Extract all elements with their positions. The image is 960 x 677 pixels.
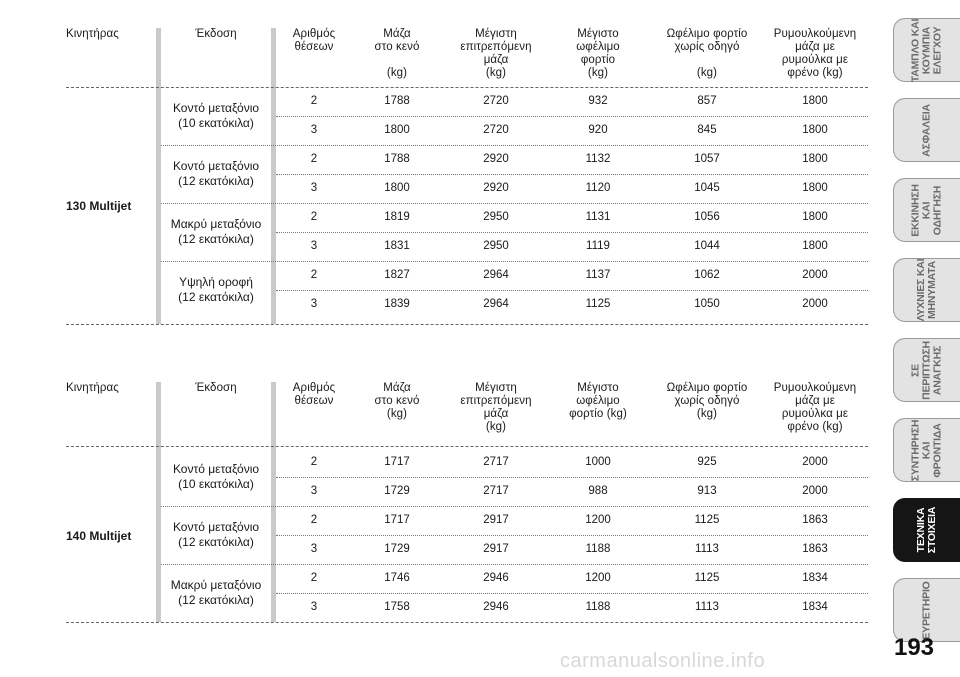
cell-payload-nd: 1062 — [694, 269, 720, 281]
cell-tow: 1800 — [802, 182, 828, 194]
version-label: Μακρύ μεταξόνιο (12 εκατόκιλα) — [170, 578, 262, 607]
table-row — [276, 232, 868, 261]
header-version: Έκδοση — [195, 382, 237, 394]
header-seats: Αριθμός θέσεων — [292, 382, 336, 407]
cell-kerb: 1800 — [384, 182, 410, 194]
cell-gross: 2717 — [483, 485, 509, 497]
header-payload-no-driver: Ωφέλιμο φορτίο χωρίς οδηγό (kg) — [666, 382, 748, 420]
header-engine: Κινητήρας — [66, 382, 119, 394]
tab-label: ΕΥΡΕΤΗΡΙΟ — [920, 580, 933, 640]
cell-tow: 1834 — [802, 572, 828, 584]
cell-tow: 1863 — [802, 514, 828, 526]
cell-kerb: 1746 — [384, 572, 410, 584]
cell-kerb: 1729 — [384, 485, 410, 497]
cell-tow: 1800 — [802, 124, 828, 136]
cell-tow: 2000 — [802, 269, 828, 281]
header-divider — [66, 446, 868, 447]
tab-section-8[interactable] — [893, 578, 960, 642]
cell-gross: 2964 — [483, 269, 509, 281]
table-row — [276, 506, 868, 535]
tab-section-2[interactable] — [893, 98, 960, 162]
cell-kerb: 1827 — [384, 269, 410, 281]
cell-kerb: 1788 — [384, 95, 410, 107]
engine-label: 140 Multijet — [66, 529, 132, 543]
cell-payload: 1137 — [585, 269, 611, 281]
cell-tow: 2000 — [802, 485, 828, 497]
cell-gross: 2717 — [483, 456, 509, 468]
cell-payload: 1200 — [585, 572, 611, 584]
cell-tow: 1863 — [802, 543, 828, 555]
cell-kerb: 1819 — [384, 211, 410, 223]
table-header — [66, 28, 868, 86]
table-bottom-divider — [66, 324, 868, 325]
cell-seats: 3 — [310, 543, 318, 555]
version-label: Μακρύ μεταξόνιο (12 εκατόκιλα) — [170, 217, 262, 246]
header-kerb-mass: Μάζα στο κενό (kg) — [374, 382, 420, 420]
cell-payload-nd: 857 — [697, 95, 717, 107]
table-row — [276, 535, 868, 564]
cell-kerb: 1717 — [384, 456, 410, 468]
header-gross-mass: Μέγιστη επιτρεπόμενη μάζα (kg) — [460, 28, 532, 79]
cell-payload-nd: 1056 — [694, 211, 720, 223]
cell-gross: 2964 — [483, 298, 509, 310]
cell-gross: 2920 — [483, 182, 509, 194]
cell-payload-nd: 1113 — [695, 601, 719, 613]
cell-tow: 1800 — [802, 240, 828, 252]
header-gross-mass: Μέγιστη επιτρεπόμενη μάζα (kg) — [460, 382, 532, 433]
cell-payload-nd: 1125 — [694, 572, 720, 584]
table-row — [276, 564, 868, 593]
cell-payload: 1131 — [585, 211, 611, 223]
cell-gross: 2946 — [483, 601, 509, 613]
cell-kerb: 1758 — [384, 601, 410, 613]
header-engine: Κινητήρας — [66, 28, 119, 40]
table-row — [276, 174, 868, 203]
tab-label: ΑΣΦΑΛΕΙΑ — [920, 103, 933, 157]
header-version: Έκδοση — [195, 28, 237, 40]
cell-kerb: 1839 — [384, 298, 410, 310]
table-bottom-divider — [66, 622, 868, 623]
version-label: Κοντό μεταξόνιο (12 εκατόκιλα) — [172, 520, 260, 549]
header-seats: Αριθμός θέσεων — [292, 28, 336, 53]
page-number: 193 — [893, 634, 935, 661]
cell-gross: 2917 — [483, 514, 509, 526]
cell-tow: 1800 — [802, 211, 828, 223]
header-towable-mass: Ρυμουλκούμενη μάζα με ρυμούλκα με φρένο (kg) — [773, 382, 857, 433]
table-row — [276, 87, 868, 116]
header-payload: Μέγιστο ωφέλιμο φορτίο (kg) — [569, 382, 627, 420]
tab-label: ΤΑΜΠΛΟ ΚΑΙ ΚΟΥΜΠΙΑ ΕΛΕΓΧΟΥ — [909, 18, 944, 82]
cell-payload: 988 — [588, 485, 608, 497]
table-row — [276, 116, 868, 145]
cell-tow: 2000 — [802, 298, 828, 310]
cell-gross: 2950 — [483, 211, 509, 223]
cell-kerb: 1729 — [384, 543, 410, 555]
cell-payload-nd: 1125 — [694, 514, 720, 526]
cell-payload-nd: 1044 — [694, 240, 720, 252]
cell-seats: 2 — [310, 514, 318, 526]
engine-label: 130 Multijet — [66, 199, 132, 213]
table-header — [66, 382, 868, 440]
cell-seats: 3 — [310, 601, 318, 613]
tab-label: ΣΕ ΠΕΡΙΠΤΩΣΗ ΑΝΑΓΚΗΣ — [909, 340, 944, 400]
tab-label: ΤΕΧΝΙΚΑ ΣΤΟΙΧΕΙΑ — [915, 506, 938, 554]
cell-tow: 1834 — [802, 601, 828, 613]
table-row — [276, 290, 868, 319]
tab-section-7[interactable] — [893, 498, 960, 562]
tab-label: ΣΥΝΤΗΡΗΣΗ ΚΑΙ ΦΡΟΝΤΙΔΑ — [909, 419, 944, 481]
cell-seats: 3 — [310, 124, 318, 136]
cell-seats: 2 — [310, 211, 318, 223]
header-towable-mass: Ρυμουλκούμενη μάζα με ρυμούλκα με φρένο (kg) — [773, 28, 857, 79]
cell-kerb: 1717 — [384, 514, 410, 526]
cell-seats: 2 — [310, 153, 318, 165]
cell-payload: 1188 — [585, 543, 611, 555]
cell-seats: 3 — [310, 240, 318, 252]
table-row — [276, 203, 868, 232]
cell-payload-nd: 1045 — [694, 182, 720, 194]
cell-seats: 3 — [310, 298, 318, 310]
cell-seats: 2 — [310, 269, 318, 281]
table-row — [276, 448, 868, 477]
table-row — [276, 145, 868, 174]
cell-kerb: 1800 — [384, 124, 410, 136]
cell-tow: 2000 — [802, 456, 828, 468]
cell-payload-nd: 845 — [697, 124, 717, 136]
cell-gross: 2920 — [483, 153, 509, 165]
cell-payload: 1132 — [585, 153, 611, 165]
cell-payload-nd: 913 — [697, 485, 717, 497]
version-label: Κοντό μεταξόνιο (12 εκατόκιλα) — [172, 159, 260, 188]
cell-kerb: 1788 — [384, 153, 410, 165]
cell-payload: 1000 — [585, 456, 611, 468]
table-row — [276, 477, 868, 506]
cell-tow: 1800 — [802, 153, 828, 165]
header-kerb-mass: Μάζα στο κενό (kg) — [374, 28, 420, 79]
cell-seats: 2 — [310, 572, 318, 584]
cell-payload: 1119 — [586, 240, 610, 252]
tab-label: ΕΚΚΙΝΗΣΗ ΚΑΙ ΟΔΗΓΗΣΗ — [909, 183, 944, 237]
cell-payload-nd: 1057 — [694, 153, 720, 165]
cell-seats: 3 — [310, 485, 318, 497]
cell-gross: 2946 — [483, 572, 509, 584]
cell-payload: 932 — [588, 95, 608, 107]
tab-section-5[interactable] — [893, 338, 960, 402]
cell-payload-nd: 925 — [697, 456, 717, 468]
version-label: Κοντό μεταξόνιο (10 εκατόκιλα) — [172, 462, 260, 491]
tab-section-1[interactable] — [893, 18, 960, 82]
cell-gross: 2917 — [483, 543, 509, 555]
cell-payload: 1200 — [585, 514, 611, 526]
cell-gross: 2720 — [483, 124, 509, 136]
version-label: Κοντό μεταξόνιο (10 εκατόκιλα) — [172, 101, 260, 130]
tab-label: ΛΥΧΝΙΕΣ ΚΑΙ ΜΗΝΥΜΑΤΑ — [915, 258, 938, 322]
tab-section-3[interactable] — [893, 178, 960, 242]
cell-payload-nd: 1113 — [695, 543, 719, 555]
cell-payload: 920 — [588, 124, 608, 136]
cell-payload: 1125 — [585, 298, 611, 310]
header-payload-no-driver: Ωφέλιμο φορτίο χωρίς οδηγό (kg) — [666, 28, 748, 79]
cell-payload: 1120 — [585, 182, 611, 194]
version-label: Υψηλή οροφή (12 εκατόκιλα) — [178, 275, 254, 304]
header-payload: Μέγιστο ωφέλιμο φορτίο (kg) — [576, 28, 620, 79]
cell-seats: 3 — [310, 182, 318, 194]
cell-seats: 2 — [310, 456, 318, 468]
cell-gross: 2950 — [483, 240, 509, 252]
cell-tow: 1800 — [802, 95, 828, 107]
cell-seats: 2 — [310, 95, 318, 107]
cell-gross: 2720 — [483, 95, 509, 107]
tab-section-6[interactable] — [893, 418, 960, 482]
cell-kerb: 1831 — [384, 240, 410, 252]
tab-section-4[interactable] — [893, 258, 960, 322]
watermark-text: carmanualsonline.info — [560, 650, 766, 672]
cell-payload: 1188 — [585, 601, 611, 613]
table-row — [276, 593, 868, 622]
table-row — [276, 261, 868, 290]
cell-payload-nd: 1050 — [694, 298, 720, 310]
